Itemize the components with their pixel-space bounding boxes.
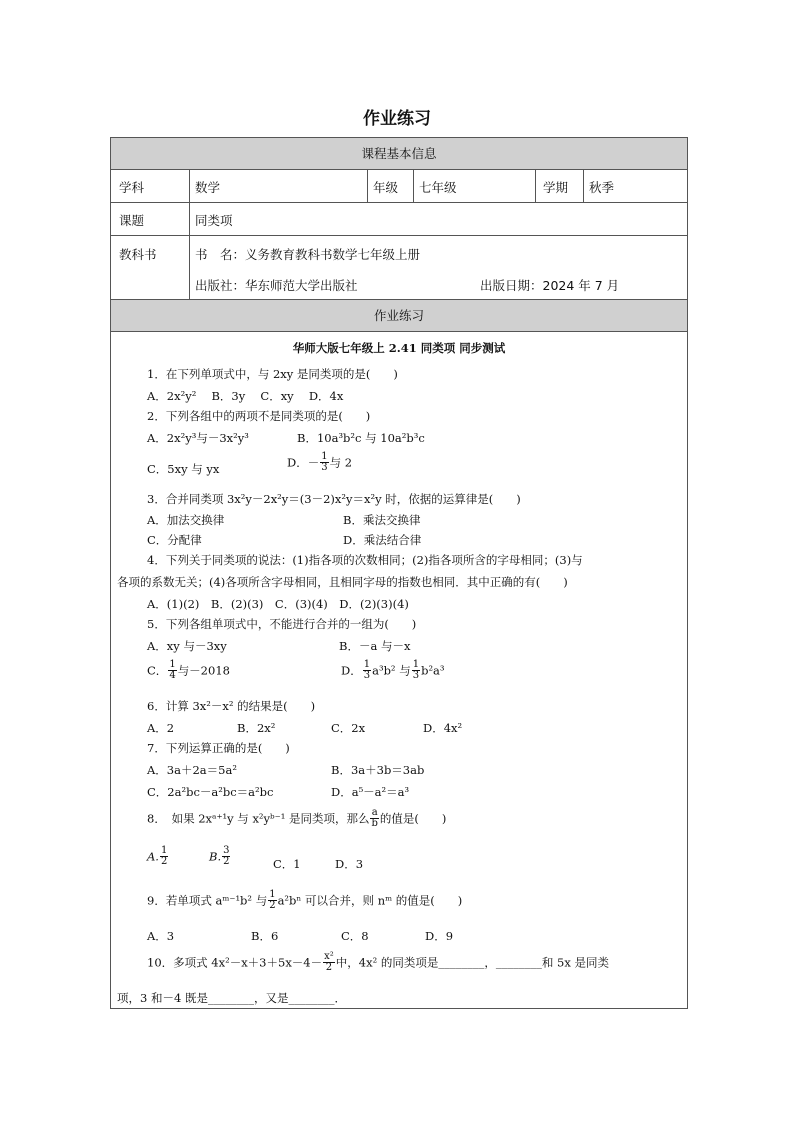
q6-option-d: D．4x² (423, 721, 463, 735)
q6-option-b: B．2x² (237, 721, 276, 735)
q7-option-a: A．3a＋2a＝5a² (147, 763, 237, 777)
q9-option-c: C．8 (341, 929, 369, 943)
q2-option-c: C．5xy 与 yx (147, 462, 220, 476)
question-4-options: A．(1)(2) B．(2)(3) C．(3)(4) D．(2)(3)(4) (147, 597, 409, 611)
worksheet-subtitle: 华师大版七年级上 2.41 同类项 同步测试 (292, 341, 506, 355)
grade-label: 年级 (373, 180, 399, 195)
q2-option-d: D．－ $\frac{1}{3}$ 与 2 (287, 451, 353, 473)
q6-option-c: C．2x (331, 721, 366, 735)
topic-value: 同类项 (195, 213, 233, 228)
book-name: 书 名：义务教育教科书数学七年级上册 (195, 247, 421, 262)
question-1: 1．在下列单项式中，与 2xy 是同类项的是( ) (147, 367, 398, 381)
question-5: 5．下列各组单项式中，不能进行合并的一组为( ) (147, 617, 417, 631)
subject-label: 学科 (119, 180, 145, 195)
subject-value: 数学 (195, 180, 221, 195)
topic-label: 课题 (119, 213, 145, 228)
q5-option-a: A．xy 与－3xy (147, 639, 227, 653)
q8-option-b: B. $\frac{3}{2}$ (209, 845, 230, 867)
q3-option-d: D．乘法结合律 (343, 533, 422, 547)
q6-option-a: A．2 (147, 721, 175, 735)
question-10-line-1: 10．多项式 4x²－x＋3＋5x－4－ $\frac{\text{x²}}{2}$ 中，4x² 的同类项是________，________和 5x 是同类 (147, 951, 609, 973)
question-9: 9．若单项式 aᵐ⁻¹b² 与 $\frac{1}{2}$ a²bⁿ 可以合并，则 nᵐ 的值是( ) (147, 889, 463, 911)
question-1-options: A．2x²y² B．3y C．xy D．4x (147, 389, 344, 403)
page-title: 作业练习 (363, 109, 431, 129)
textbook-label: 教科书 (119, 247, 157, 262)
term-label: 学期 (543, 180, 569, 195)
q9-option-d: D．9 (425, 929, 454, 943)
q2-option-b: B．10a³b²c 与 10a²b³c (297, 431, 425, 445)
term-value: 秋季 (589, 180, 615, 195)
q9-option-a: A．3 (147, 929, 175, 943)
question-6: 6．计算 3x²－x² 的结果是( ) (147, 699, 316, 713)
q8-option-a: A. $\frac{1}{2}$ (147, 845, 168, 867)
q7-option-b: B．3a＋3b＝3ab (331, 763, 425, 777)
publish-date: 出版日期：2024 年 7 月 (480, 278, 620, 293)
question-3: 3．合并同类项 3x²y－2x²y＝(3－2)x²y＝x²y 时，依据的运算律是( ) (147, 492, 521, 506)
homework-header: 作业练习 (111, 300, 687, 331)
q7-option-c: C．2a²bc－a²bc＝a²bc (147, 785, 274, 799)
worksheet-table (110, 137, 688, 1009)
q8-option-d: D．3 (335, 857, 364, 871)
question-4-line-2: 各项的系数无关；(4)各项所含字母相同，且相同字母的指数也相同．其中正确的有( ) (117, 575, 568, 589)
q5-option-d: D． $\frac{1}{3}$ a³b² 与 $\frac{1}{3}$ b²a³ (341, 659, 445, 681)
q3-option-b: B．乘法交换律 (343, 513, 421, 527)
q5-option-b: B．－a 与－x (339, 639, 411, 653)
q5-option-c: C． $\frac{1}{4}$ 与－2018 (147, 659, 230, 681)
grade-value: 七年级 (419, 180, 457, 195)
question-8: 8． 如果 2xᵃ⁺¹y 与 x²yᵇ⁻¹ 是同类项，那么 $\frac{a}{b}$ 的值是( ) (147, 807, 447, 829)
q9-option-b: B．6 (251, 929, 279, 943)
q3-option-a: A．加法交换律 (147, 513, 225, 527)
course-info-header: 课程基本信息 (111, 138, 687, 169)
q7-option-d: D．a⁵－a²＝a³ (331, 785, 410, 799)
q3-option-c: C．分配律 (147, 533, 202, 547)
question-10-line-2: 项，3 和－4 既是________，又是________． (117, 991, 346, 1005)
question-7: 7．下列运算正确的是( ) (147, 741, 290, 755)
publisher: 出版社：华东师范大学出版社 (195, 278, 358, 293)
q2-option-a: A．2x²y³与－3x²y³ (147, 431, 249, 445)
question-4-line-1: 4．下列关于同类项的说法：(1)指各项的次数相同；(2)指各项所含的字母相同；(3)与 (147, 553, 583, 567)
q8-option-c: C．1 (273, 857, 301, 871)
question-2: 2．下列各组中的两项不是同类项的是( ) (147, 409, 371, 423)
